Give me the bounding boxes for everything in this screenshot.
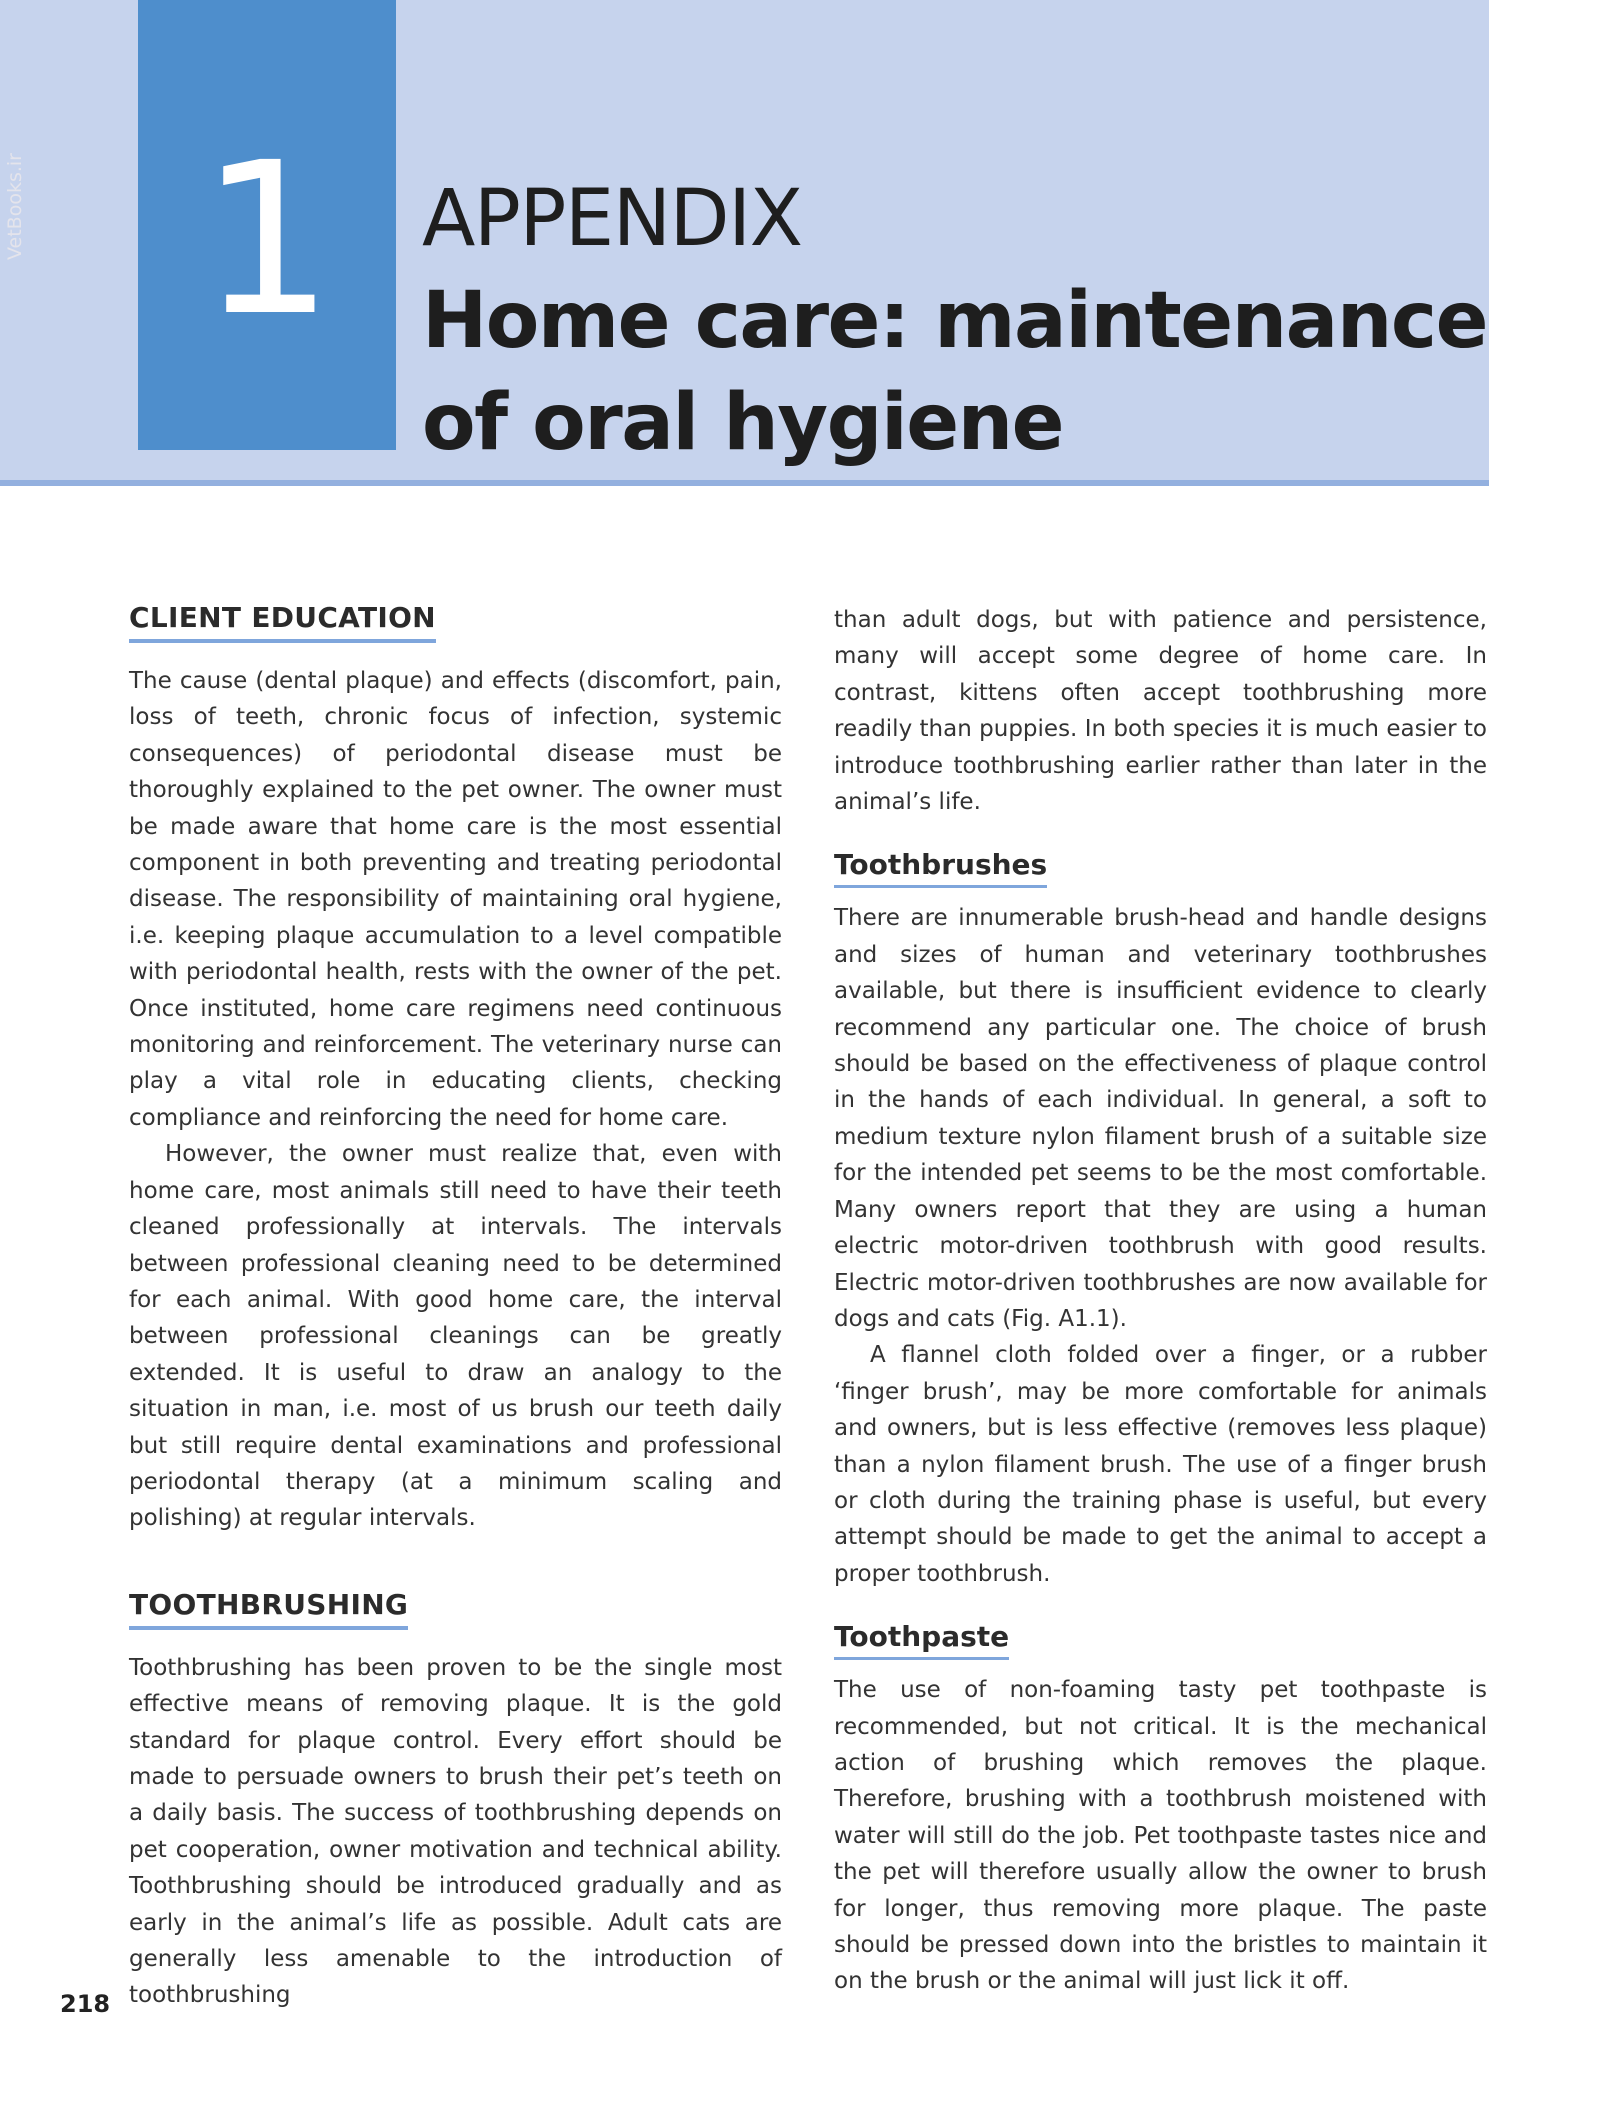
chapter-title xyxy=(422,168,1487,474)
chapter-number: 1 xyxy=(200,117,334,362)
title-line-3: of oral hygiene xyxy=(422,378,1064,468)
paragraph-toothpaste: The use of non-foaming tasty pet toothpaste is recommended, but not critical. It is the mechanical action of brushing which removes the plaque. Therefore, brushing with a toothbrush moistened with water will still do the job. Pet toothpaste tastes nice and the pet will therefore usually allow the owner to brush for longer, thus removing more plaque. The paste should be pressed down into the bristles to maintain it on the brush or the animal will just lick it off. xyxy=(834,1677,1487,1995)
section-gap xyxy=(834,820,1487,847)
heading-toothpaste: Toothpaste xyxy=(834,1619,1009,1660)
heading-toothbrushes: Toothbrushes xyxy=(834,847,1047,888)
section-gap xyxy=(834,1592,1487,1619)
watermark xyxy=(4,230,26,260)
paragraph-client-education-1: The cause (dental plaque) and effects (discomfort, pain, loss of teeth, chronic focus of infection, systemic consequences) of periodontal disease must be thoroughly explained to the pet owner. The owner must be made aware that home care is the most essential component in both preventing and treating periodontal disease. The responsibility of maintaining oral hygiene, i.e. keeping plaque accumulation to a level compatible with periodontal health, rests with the owner of the pet. Once instituted, home care regimens need continuous monitoring and reinforcement. The veterinary nurse can play a vital role in educating clients, checking compliance and reinforcing the need for home care. xyxy=(129,668,782,1131)
right-column xyxy=(834,602,1487,2000)
paragraph-toothbrushing: Toothbrushing has been proven to be the single most effective means of removing plaque. It is the gold standard for plaque control. Every effort should be made to persuade owners to brush their pet’s teeth on a daily basis. The success of toothbrushing depends on pet cooperation, owner motivation and technical ability. Toothbrushing should be introduced gradually and as early in the animal’s life as possible. Adult cats are generally less amenable to the introduction of toothbrushing xyxy=(129,1654,782,2009)
paragraph-toothbrushes-1: There are innumerable brush-head and handle designs and sizes of human and veterinary toothbrushes available, but there is insufficient evidence to clearly recommend any particular one. The choice of brush should be based on the effectiveness of plaque control in the hands of each individual. In general, a soft to medium texture nylon filament brush of a suitable size for the intended pet seems to be the most comfortable. Many owners report that they are using a human electric motor-driven toothbrush with good results. Electric motor-driven toothbrushes are now available for dogs and cats (Fig. A1.1). xyxy=(834,905,1487,1332)
heading-client-education: CLIENT EDUCATION xyxy=(129,600,436,643)
paragraph-toothbrushes-2: A flannel cloth folded over a finger, or a rubber ‘finger brush’, may be more comfortable for animals and owners, but is less effective (removes less plaque) than a nylon filament brush. The use of a finger brush or cloth during the training phase is useful, but every attempt should be made to get the animal to accept a proper toothbrush. xyxy=(834,1342,1487,1587)
left-column xyxy=(129,600,782,2014)
heading-toothbrushing: TOOTHBRUSHING xyxy=(129,1587,408,1630)
chapter-number-block xyxy=(138,0,396,450)
title-line-2: Home care: maintenance xyxy=(422,276,1487,366)
section-gap xyxy=(129,1537,782,1587)
title-line-appendix: APPENDIX xyxy=(422,174,802,264)
paragraph-toothbrushing-continued: than adult dogs, but with patience and persistence, many will accept some degree of home care. In contrast, kittens often accept toothbrushing more readily than puppies. In both species it is much easier to introduce toothbrushing earlier rather than later in the animal’s life. xyxy=(834,607,1487,816)
paragraph-client-education-2: However, the owner must realize that, even with home care, most animals still need to have their teeth cleaned professionally at intervals. The intervals between professional cleaning need to be determined for each animal. With good home care, the interval between professional cleanings can be greatly extended. It is useful to draw an analogy to the situation in man, i.e. most of us brush our teeth daily but still require dental examinations and professional periodontal therapy (at a minimum scaling and polishing) at regular intervals. xyxy=(129,1141,782,1532)
page-number: 218 xyxy=(60,1990,111,2018)
